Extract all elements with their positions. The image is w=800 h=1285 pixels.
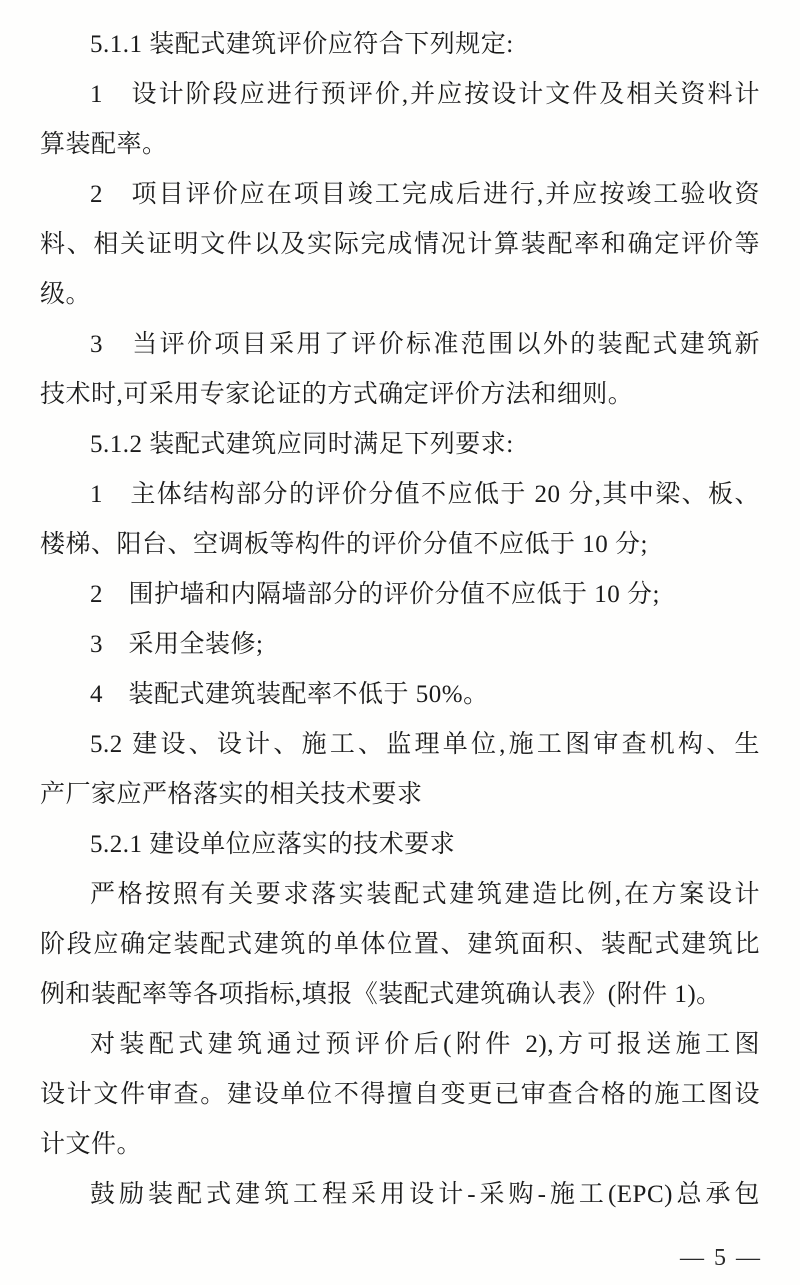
text-line: 计文件。 xyxy=(40,1131,143,1158)
section-5-2-heading-cont: 产厂家应严格落实的相关技术要求 xyxy=(40,781,423,808)
text-line: 对装配式建筑通过预评价后(附件 2),方可报送施工图 xyxy=(90,1031,760,1058)
text-line: 技术时,可采用专家论证的方式确定评价方法和细则。 xyxy=(40,381,634,408)
text-line: 阶段应确定装配式建筑的单体位置、建筑面积、装配式建筑比 xyxy=(40,931,760,958)
section-5-2-heading: 5.2 建设、设计、施工、监理单位,施工图审查机构、生 xyxy=(90,731,760,758)
text-line: 算装配率。 xyxy=(40,131,168,158)
text-line: 1 主体结构部分的评价分值不应低于 20 分,其中梁、板、 xyxy=(90,481,760,508)
text-line: 4 装配式建筑装配率不低于 50%。 xyxy=(90,681,489,708)
text-line: 设计文件审查。建设单位不得擅自变更已审查合格的施工图设 xyxy=(40,1081,760,1108)
text-line: 严格按照有关要求落实装配式建筑建造比例,在方案设计 xyxy=(90,881,760,908)
text-line: 2 项目评价应在项目竣工完成后进行,并应按竣工验收资 xyxy=(90,181,760,208)
text-line: 2 围护墙和内隔墙部分的评价分值不应低于 10 分; xyxy=(90,581,660,608)
clause-5-1-1-heading: 5.1.1 装配式建筑评价应符合下列规定: xyxy=(90,31,514,58)
text-line: 楼梯、阳台、空调板等构件的评价分值不应低于 10 分; xyxy=(40,531,648,558)
page-number: — 5 — xyxy=(680,1245,762,1271)
text-line: 例和装配率等各项指标,填报《装配式建筑确认表》(附件 1)。 xyxy=(40,981,722,1008)
clause-5-2-1-heading: 5.2.1 建设单位应落实的技术要求 xyxy=(90,831,456,858)
text-line: 3 当评价项目采用了评价标准范围以外的装配式建筑新 xyxy=(90,331,760,358)
document-body xyxy=(40,20,760,1220)
clause-5-1-2-heading: 5.1.2 装配式建筑应同时满足下列要求: xyxy=(90,431,514,458)
text-line: 鼓励装配式建筑工程采用设计-采购-施工(EPC)总承包 xyxy=(90,1181,760,1208)
text-line: 3 采用全装修; xyxy=(90,631,264,658)
text-line: 1 设计阶段应进行预评价,并应按设计文件及相关资料计 xyxy=(90,81,760,108)
text-line: 料、相关证明文件以及实际完成情况计算装配率和确定评价等 xyxy=(40,231,760,258)
text-line: 级。 xyxy=(40,281,92,308)
